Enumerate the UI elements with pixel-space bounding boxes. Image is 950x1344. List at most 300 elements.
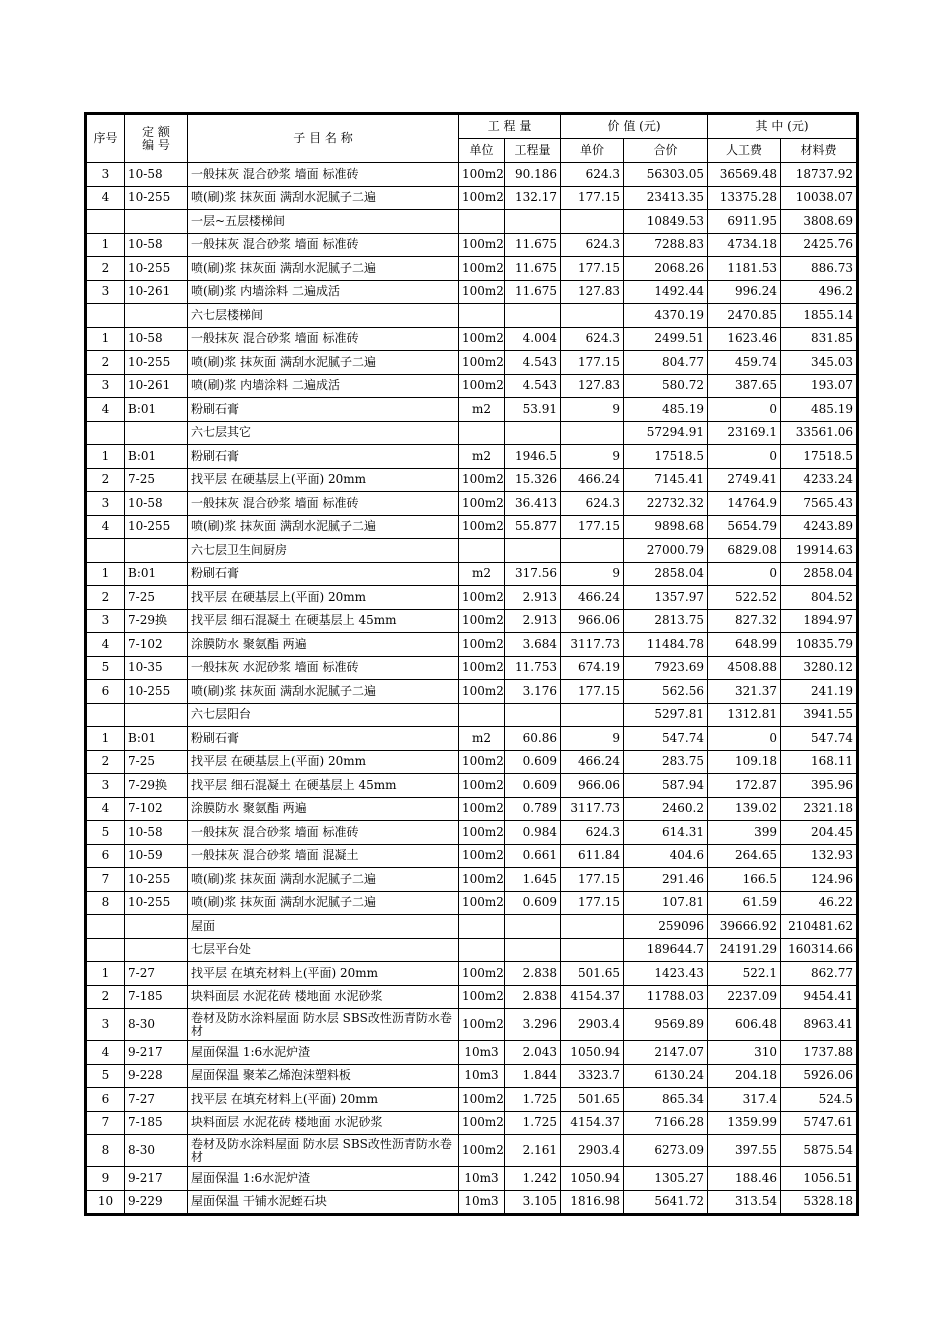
cell-unit [459,421,505,445]
cell-material: 2425.76 [781,233,857,257]
section-row [87,304,857,328]
cell-labor: 522.1 [708,962,781,986]
cell-unit: 100m2 [459,1009,505,1041]
cell-unit: 100m2 [459,280,505,304]
cell-item-name: 找平层 在硬基层上(平面) 20mm [188,586,459,610]
cell-seq: 9 [87,1167,125,1191]
table-row [87,868,857,892]
cell-total: 1357.97 [624,586,708,610]
cell-unit: 100m2 [459,233,505,257]
cell-quantity: 11.753 [505,656,561,680]
cell-labor: 36569.48 [708,163,781,187]
cell-material: 1894.97 [781,609,857,633]
cell-item-name: 粉刷石膏 [188,445,459,469]
cell-seq [87,915,125,939]
section-row [87,539,857,563]
cell-quantity: 11.675 [505,233,561,257]
header-item-name: 子 目 名 称 [188,115,459,163]
cell-labor: 0 [708,398,781,422]
cell-item-name: 卷材及防水涂料屋面 防水层 SBS改性沥青防水卷材 [188,1135,459,1167]
cell-item-name: 喷(刷)浆 抹灰面 满刮水泥腻子二遍 [188,868,459,892]
cell-item-name: 屋面 [188,915,459,939]
cell-total: 547.74 [624,727,708,751]
cell-labor: 397.55 [708,1135,781,1167]
table-row [87,727,857,751]
cell-total: 6273.09 [624,1135,708,1167]
table-row [87,257,857,281]
header-quota-code [125,115,188,163]
cell-seq: 6 [87,844,125,868]
cell-material: 547.74 [781,727,857,751]
cell-item-name: 一般抹灰 混合砂浆 墙面 标准砖 [188,821,459,845]
cell-total: 11484.78 [624,633,708,657]
cell-unit: 100m2 [459,797,505,821]
cell-seq: 3 [87,280,125,304]
table-row [87,1135,857,1167]
cell-unit-price: 501.65 [561,962,624,986]
cell-quantity: 3.105 [505,1190,561,1214]
cell-quantity: 1.645 [505,868,561,892]
table-row [87,891,857,915]
cell-quota-code [125,421,188,445]
cell-seq: 6 [87,680,125,704]
cell-quantity: 2.913 [505,586,561,610]
cell-quota-code: 7-185 [125,985,188,1009]
cell-item-name: 粉刷石膏 [188,562,459,586]
cell-quota-code: 10-58 [125,233,188,257]
cell-item-name: 找平层 在填充材料上(平面) 20mm [188,962,459,986]
cell-total: 6130.24 [624,1064,708,1088]
cell-unit-price: 624.3 [561,163,624,187]
cell-quantity [505,938,561,962]
cell-item-name: 屋面保温 1:6水泥炉渣 [188,1167,459,1191]
cell-unit: 100m2 [459,1135,505,1167]
cell-item-name: 找平层 在硬基层上(平面) 20mm [188,468,459,492]
cell-item-name: 找平层 细石混凝土 在硬基层上 45mm [188,774,459,798]
cell-unit-price: 177.15 [561,868,624,892]
cell-quota-code: 10-58 [125,327,188,351]
cell-item-name: 粉刷石膏 [188,398,459,422]
table-row [87,821,857,845]
cell-material: 8963.41 [781,1009,857,1041]
section-row [87,915,857,939]
cell-unit-price: 3323.7 [561,1064,624,1088]
cell-unit-price: 1050.94 [561,1167,624,1191]
cell-unit-price: 501.65 [561,1088,624,1112]
cell-labor: 188.46 [708,1167,781,1191]
cell-material: 1855.14 [781,304,857,328]
cell-unit-price: 624.3 [561,327,624,351]
cell-total: 804.77 [624,351,708,375]
cell-quota-code: 9-228 [125,1064,188,1088]
cell-unit: 100m2 [459,586,505,610]
cell-item-name: 六七层楼梯间 [188,304,459,328]
cell-item-name: 喷(刷)浆 内墙涂料 二遍成活 [188,280,459,304]
table-row [87,468,857,492]
cell-unit-price: 177.15 [561,257,624,281]
cell-item-name: 涂膜防水 聚氨酯 两遍 [188,797,459,821]
cell-labor: 61.59 [708,891,781,915]
table-row [87,656,857,680]
cell-unit-price: 177.15 [561,891,624,915]
cell-total: 189644.7 [624,938,708,962]
table-row [87,1009,857,1041]
cell-item-name: 六七层卫生间厨房 [188,539,459,563]
cell-unit-price: 177.15 [561,186,624,210]
cell-unit: 100m2 [459,1111,505,1135]
cell-seq: 4 [87,186,125,210]
cell-material: 5926.06 [781,1064,857,1088]
cell-material: 5875.54 [781,1135,857,1167]
cell-quantity: 2.043 [505,1041,561,1065]
cell-quota-code: 7-29换 [125,774,188,798]
cell-unit-price [561,938,624,962]
cell-seq: 3 [87,1009,125,1041]
cell-quantity: 132.17 [505,186,561,210]
cell-quantity: 90.186 [505,163,561,187]
cell-quota-code: 9-217 [125,1167,188,1191]
cell-item-name: 粉刷石膏 [188,727,459,751]
cell-total: 587.94 [624,774,708,798]
cell-unit-price: 9 [561,727,624,751]
cell-unit [459,304,505,328]
cell-labor: 204.18 [708,1064,781,1088]
cell-material: 10038.07 [781,186,857,210]
cell-total: 7166.28 [624,1111,708,1135]
header-quantity-group: 工 程 量 [459,115,561,139]
cell-quantity: 2.161 [505,1135,561,1167]
cell-quantity [505,915,561,939]
cell-seq: 5 [87,1064,125,1088]
cell-total: 283.75 [624,750,708,774]
cell-unit: 100m2 [459,656,505,680]
cell-labor: 1312.81 [708,703,781,727]
cell-quantity: 11.675 [505,257,561,281]
cell-unit-price: 2903.4 [561,1135,624,1167]
cell-quota-code: 7-25 [125,750,188,774]
table-row [87,1088,857,1112]
cell-unit: 100m2 [459,327,505,351]
cell-labor: 109.18 [708,750,781,774]
cell-total: 9898.68 [624,515,708,539]
cell-labor: 4734.18 [708,233,781,257]
cell-labor: 5654.79 [708,515,781,539]
cell-labor: 310 [708,1041,781,1065]
cell-material: 210481.62 [781,915,857,939]
table-row [87,327,857,351]
cell-seq: 8 [87,891,125,915]
cell-seq: 8 [87,1135,125,1167]
cell-unit: 100m2 [459,750,505,774]
cell-total: 291.46 [624,868,708,892]
cell-quota-code: 7-25 [125,586,188,610]
cell-seq: 2 [87,985,125,1009]
cell-labor: 313.54 [708,1190,781,1214]
cell-quantity: 15.326 [505,468,561,492]
cell-material: 46.22 [781,891,857,915]
cell-quantity: 60.86 [505,727,561,751]
cell-seq [87,304,125,328]
cell-quantity [505,210,561,234]
cell-material: 193.07 [781,374,857,398]
table-row [87,1041,857,1065]
cell-unit-price: 966.06 [561,774,624,798]
cell-quota-code [125,539,188,563]
cell-unit-price: 966.06 [561,609,624,633]
cell-total: 259096 [624,915,708,939]
cell-labor: 2470.85 [708,304,781,328]
cell-unit-price [561,304,624,328]
cell-item-name: 喷(刷)浆 抹灰面 满刮水泥腻子二遍 [188,891,459,915]
cell-labor: 14764.9 [708,492,781,516]
cell-quota-code [125,915,188,939]
cell-material: 9454.41 [781,985,857,1009]
cell-quantity: 4.543 [505,351,561,375]
cell-labor: 1359.99 [708,1111,781,1135]
table-row [87,398,857,422]
cell-quota-code: 7-27 [125,1088,188,1112]
cell-unit: m2 [459,727,505,751]
cell-total: 57294.91 [624,421,708,445]
cell-unit [459,703,505,727]
cell-quota-code: 10-255 [125,257,188,281]
cell-labor: 0 [708,727,781,751]
table-row [87,374,857,398]
cell-quota-code: 10-255 [125,351,188,375]
cell-item-name: 一般抹灰 水泥砂浆 墙面 标准砖 [188,656,459,680]
cell-quota-code: 10-58 [125,163,188,187]
cell-unit [459,915,505,939]
cell-unit: 100m2 [459,844,505,868]
cell-unit: 100m2 [459,1088,505,1112]
cell-quantity: 0.661 [505,844,561,868]
cell-seq: 1 [87,727,125,751]
cell-material: 7565.43 [781,492,857,516]
cell-total: 1492.44 [624,280,708,304]
cell-material: 345.03 [781,351,857,375]
cell-quota-code: 9-229 [125,1190,188,1214]
cell-item-name: 找平层 在硬基层上(平面) 20mm [188,750,459,774]
cell-material: 204.45 [781,821,857,845]
cell-seq: 3 [87,609,125,633]
header-seq: 序号 [87,115,125,163]
cell-quota-code [125,938,188,962]
cell-total: 4370.19 [624,304,708,328]
cell-unit [459,539,505,563]
cell-quota-code: 10-255 [125,515,188,539]
cell-total: 865.34 [624,1088,708,1112]
cell-labor: 139.02 [708,797,781,821]
cell-material: 524.5 [781,1088,857,1112]
cell-labor: 2237.09 [708,985,781,1009]
cell-total: 107.81 [624,891,708,915]
table-row [87,186,857,210]
cell-unit: 100m2 [459,868,505,892]
cell-quota-code: 10-58 [125,821,188,845]
table-body [87,163,857,1214]
cell-quantity: 4.543 [505,374,561,398]
cell-seq: 5 [87,821,125,845]
cell-item-name: 屋面保温 聚苯乙烯泡沫塑料板 [188,1064,459,1088]
cell-quantity: 3.176 [505,680,561,704]
cell-total: 22732.32 [624,492,708,516]
cell-quota-code: 7-185 [125,1111,188,1135]
table-row [87,445,857,469]
cell-item-name: 喷(刷)浆 抹灰面 满刮水泥腻子二遍 [188,257,459,281]
cell-quota-code: 7-25 [125,468,188,492]
cell-quantity: 0.609 [505,891,561,915]
cell-unit: 100m2 [459,609,505,633]
cell-quota-code: 10-58 [125,492,188,516]
cell-labor: 166.5 [708,868,781,892]
cell-unit-price: 611.84 [561,844,624,868]
cell-labor: 827.32 [708,609,781,633]
cell-material: 3808.69 [781,210,857,234]
cell-unit-price: 2903.4 [561,1009,624,1041]
cell-item-name: 块料面层 水泥花砖 楼地面 水泥砂浆 [188,1111,459,1135]
cell-seq: 4 [87,515,125,539]
cell-quantity: 4.004 [505,327,561,351]
cell-unit: 100m2 [459,257,505,281]
cell-quota-code: 10-261 [125,374,188,398]
cell-seq [87,703,125,727]
cell-quantity: 1946.5 [505,445,561,469]
cell-unit-price: 177.15 [561,680,624,704]
cell-total: 404.6 [624,844,708,868]
cell-total: 2460.2 [624,797,708,821]
table-row [87,985,857,1009]
cell-material: 1737.88 [781,1041,857,1065]
cell-quota-code: 8-30 [125,1135,188,1167]
cell-material: 496.2 [781,280,857,304]
table-row [87,515,857,539]
cell-quota-code: 7-102 [125,797,188,821]
table-row [87,562,857,586]
cell-seq: 7 [87,868,125,892]
cell-item-name: 一般抹灰 混合砂浆 墙面 混凝土 [188,844,459,868]
table-row [87,797,857,821]
cell-seq: 3 [87,163,125,187]
cell-labor: 317.4 [708,1088,781,1112]
cell-seq: 5 [87,656,125,680]
cell-material: 18737.92 [781,163,857,187]
cell-unit: m2 [459,398,505,422]
cell-quota-code: 10-59 [125,844,188,868]
cell-item-name: 喷(刷)浆 内墙涂料 二遍成活 [188,374,459,398]
cell-unit [459,938,505,962]
cell-item-name: 涂膜防水 聚氨酯 两遍 [188,633,459,657]
cell-unit: 100m2 [459,163,505,187]
cell-total: 485.19 [624,398,708,422]
cell-quota-code: B:01 [125,445,188,469]
cell-quantity: 1.725 [505,1111,561,1135]
cell-total: 2858.04 [624,562,708,586]
section-row [87,703,857,727]
cell-unit-price: 1050.94 [561,1041,624,1065]
cell-quota-code: 10-255 [125,868,188,892]
table-row [87,1064,857,1088]
cell-labor: 6829.08 [708,539,781,563]
cell-unit: 100m2 [459,186,505,210]
cell-seq: 1 [87,962,125,986]
cell-unit-price: 4154.37 [561,985,624,1009]
cell-unit-price: 127.83 [561,280,624,304]
cell-quota-code: 10-255 [125,891,188,915]
cell-quantity: 0.609 [505,750,561,774]
cell-seq: 6 [87,1088,125,1112]
table-row [87,750,857,774]
cell-seq: 1 [87,327,125,351]
cell-quota-code: B:01 [125,562,188,586]
cell-unit: 100m2 [459,492,505,516]
cell-labor: 1623.46 [708,327,781,351]
cell-quantity: 0.984 [505,821,561,845]
cell-material: 485.19 [781,398,857,422]
cell-quota-code: 10-255 [125,680,188,704]
cell-labor: 13375.28 [708,186,781,210]
cell-unit-price: 127.83 [561,374,624,398]
cell-unit: m2 [459,445,505,469]
cell-material: 3941.55 [781,703,857,727]
cell-seq: 4 [87,398,125,422]
cell-item-name: 喷(刷)浆 抹灰面 满刮水泥腻子二遍 [188,680,459,704]
cell-quota-code: 10-35 [125,656,188,680]
cell-unit-price: 3117.73 [561,633,624,657]
cell-seq: 2 [87,257,125,281]
cell-total: 23413.35 [624,186,708,210]
cell-item-name: 一层~五层楼梯间 [188,210,459,234]
header-quantity: 工程量 [505,139,561,163]
cell-item-name: 找平层 在填充材料上(平面) 20mm [188,1088,459,1112]
table-row [87,492,857,516]
cell-quantity: 1.242 [505,1167,561,1191]
cell-labor: 996.24 [708,280,781,304]
cell-material: 862.77 [781,962,857,986]
cell-labor: 0 [708,445,781,469]
cell-quantity [505,421,561,445]
cell-item-name: 一般抹灰 混合砂浆 墙面 标准砖 [188,233,459,257]
section-row [87,938,857,962]
cell-total: 56303.05 [624,163,708,187]
cell-quantity: 0.609 [505,774,561,798]
cell-unit: 100m2 [459,468,505,492]
cell-unit-price [561,915,624,939]
cell-material: 168.11 [781,750,857,774]
cell-material: 241.19 [781,680,857,704]
cell-quantity: 11.675 [505,280,561,304]
cell-unit-price: 466.24 [561,586,624,610]
cell-unit-price: 3117.73 [561,797,624,821]
cell-labor: 648.99 [708,633,781,657]
cell-unit: 100m2 [459,985,505,1009]
cell-unit-price: 624.3 [561,492,624,516]
cell-quantity: 36.413 [505,492,561,516]
cell-unit-price: 624.3 [561,821,624,845]
header-of-which-group: 其 中 (元) [708,115,857,139]
cell-item-name: 一般抹灰 混合砂浆 墙面 标准砖 [188,492,459,516]
cell-quota-code: 7-27 [125,962,188,986]
cell-seq [87,938,125,962]
cell-item-name: 六七层其它 [188,421,459,445]
cell-quantity: 55.877 [505,515,561,539]
cell-unit-price: 466.24 [561,750,624,774]
cell-total: 7923.69 [624,656,708,680]
cell-quota-code: B:01 [125,727,188,751]
cell-seq: 10 [87,1190,125,1214]
cell-seq: 1 [87,445,125,469]
cell-total: 2813.75 [624,609,708,633]
cell-unit-price [561,210,624,234]
